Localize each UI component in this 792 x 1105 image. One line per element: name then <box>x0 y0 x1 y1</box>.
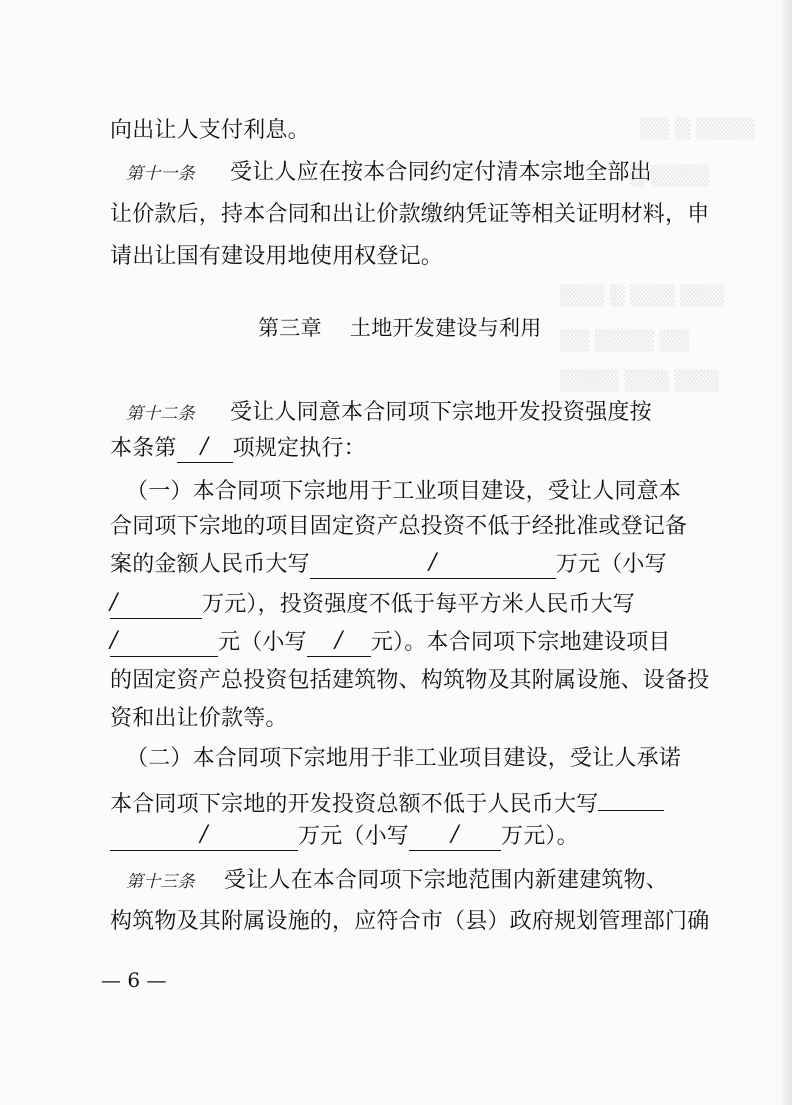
text-line: 让价款后，持本合同和出让价款缴纳凭证等相关证明材料，申 <box>110 202 710 227</box>
show-through-text: ▒▒ ▒ ▒▒▒▒ <box>640 118 755 140</box>
article-text: 受让人同意本合同项下宗地开发投资强度按 <box>230 400 652 425</box>
text-line: （二）本合同项下宗地用于非工业项目建设，受让人承诺 <box>126 746 682 771</box>
article-11 <box>126 158 696 189</box>
fill-blank: / <box>307 631 371 657</box>
text-line: 构筑物及其附属设施的，应符合市（县）政府规划管理部门确 <box>110 909 710 934</box>
article-label: 第十二条 <box>126 404 195 424</box>
text-line: / 万元（小写 / 万元）。 <box>110 822 680 852</box>
page-edge-shadow <box>780 0 792 1105</box>
text-line: 资和出让价款等。 <box>110 706 288 731</box>
fill-blank: / <box>409 825 501 851</box>
text-line: 本条第 / 项规定执行： <box>110 434 366 461</box>
chapter-title: 土地开发建设与利用 <box>349 316 542 340</box>
fill-blank: / <box>310 553 556 579</box>
fill-blank <box>598 785 664 811</box>
chapter-heading <box>258 313 542 343</box>
text-line: （一）本合同项下宗地用于工业项目建设，受让人同意本 <box>126 479 682 504</box>
fill-blank: / <box>110 825 298 851</box>
article-text: 受让人应在按本合同约定付清本宗地全部出 <box>230 160 652 185</box>
show-through-text: ▒ ▒▒▒▒ <box>630 165 710 187</box>
article-12 <box>126 398 696 429</box>
article-13 <box>126 866 696 897</box>
text-line: 合同项下宗地的项目固定资产总投资不低于经批准或登记备 <box>110 514 688 539</box>
text-line: 请出让国有建设用地使用权登记。 <box>110 244 444 269</box>
text-line: 本合同项下宗地的开发投资总额不低于人民币大写 <box>110 785 680 820</box>
show-through-text: ▒▒▒ ▒ ▒▒▒ ▒▒▒ <box>560 285 725 307</box>
show-through-text: ▒▒▒▒ ▒▒▒ ▒▒▒ <box>560 370 719 392</box>
text-line: 向出让人支付利息。 <box>110 118 310 143</box>
text-line: / 元（小写 / 元）。本合同项下宗地建设项目 <box>110 628 671 655</box>
fill-blank: / <box>110 593 202 619</box>
chapter-number: 第三章 <box>258 316 322 340</box>
fill-blank: / <box>177 437 233 463</box>
show-through-text: ▒▒ ▒▒▒▒ ▒▒ <box>560 330 689 352</box>
text-line: 的固定资产总投资包括建筑物、构筑物及其附属设施、设备投 <box>110 668 710 693</box>
text-line: / 万元），投资强度不低于每平方米人民币大写 <box>110 590 636 617</box>
article-label: 第十三条 <box>126 872 195 892</box>
text-line: 案的金额人民币大写 / 万元（小写 <box>110 550 667 577</box>
page-number: — 6 — <box>101 968 167 992</box>
fill-blank: / <box>110 631 218 657</box>
article-text: 受让人在本合同项下宗地范围内新建建筑物、 <box>224 868 669 893</box>
article-label: 第十一条 <box>126 164 195 184</box>
